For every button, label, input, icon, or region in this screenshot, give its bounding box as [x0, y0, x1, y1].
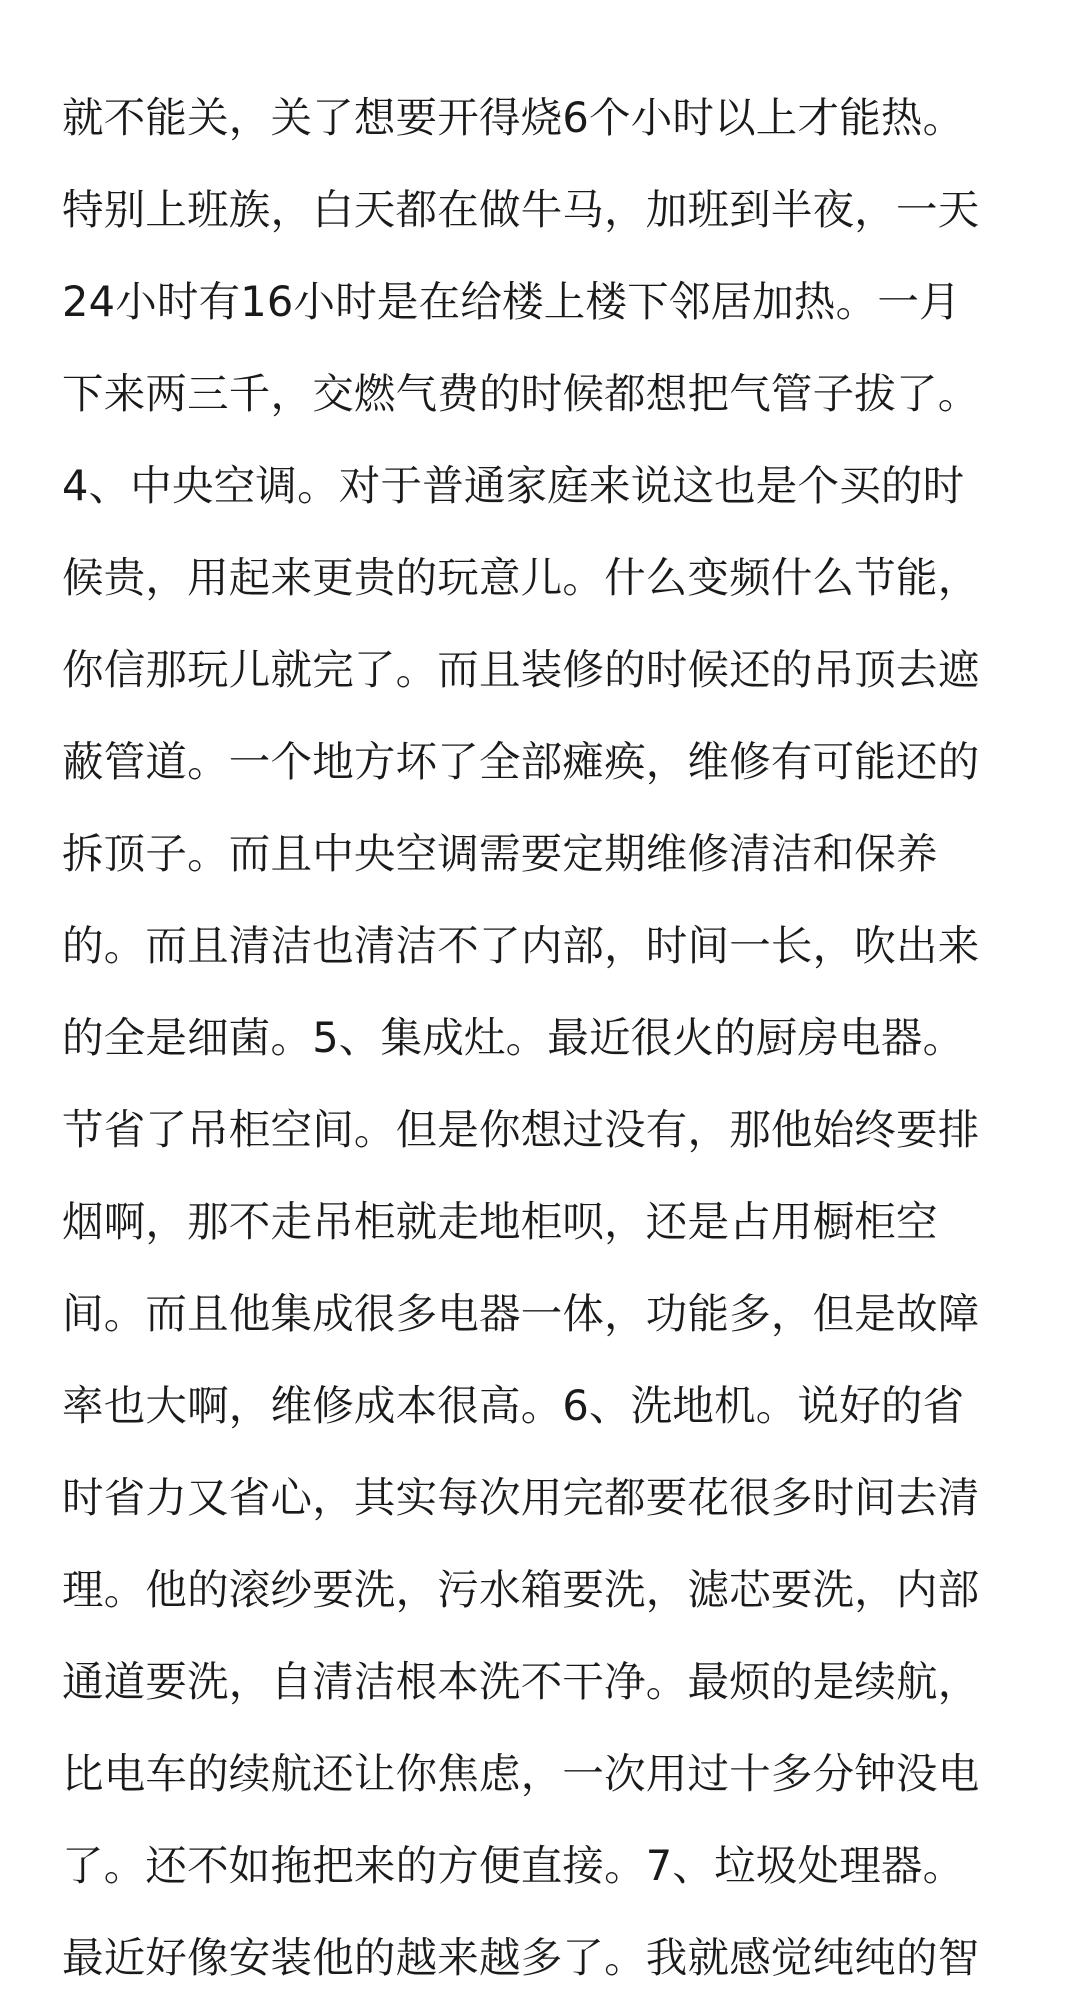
text-line: 特别上班族，白天都在做牛马，加班到半夜，一天 [62, 185, 980, 234]
text-line: 时省力又省心，其实每次用完都要花很多时间去清 [62, 1473, 980, 1522]
text-line: 间。而且他集成很多电器一体，功能多，但是故障 [62, 1289, 980, 1338]
text-line: 了。还不如拖把来的方便直接。7、垃圾处理器。 [62, 1841, 965, 1890]
text-line: 最近好像安装他的越来越多了。我就感觉纯纯的智 [62, 1933, 980, 1982]
text-line: 烟啊，那不走吊柜就走地柜呗，还是占用橱柜空 [62, 1197, 938, 1246]
text-line: 4、中央空调。对于普通家庭来说这也是个买的时 [62, 461, 965, 510]
text-line: 比电车的续航还让你焦虑，一次用过十多分钟没电 [62, 1749, 980, 1798]
text-line: 理。他的滚纱要洗，污水箱要洗，滤芯要洗，内部 [62, 1565, 980, 1614]
text-line: 节省了吊柜空间。但是你想过没有，那他始终要排 [62, 1105, 980, 1154]
text-line: 就不能关，关了想要开得烧6个小时以上才能热。 [62, 93, 965, 142]
text-line: 你信那玩儿就完了。而且装修的时候还的吊顶去遮 [62, 645, 980, 694]
text-line: 蔽管道。一个地方坏了全部瘫痪，维修有可能还的 [62, 737, 980, 786]
text-line: 通道要洗，自清洁根本洗不干净。最烦的是续航， [62, 1657, 980, 1706]
text-line: 的。而且清洁也清洁不了内部，时间一长，吹出来 [62, 921, 980, 970]
text-line: 候贵，用起来更贵的玩意儿。什么变频什么节能， [62, 553, 980, 602]
text-line: 拆顶子。而且中央空调需要定期维修清洁和保养 [62, 829, 938, 878]
article-body [62, 72, 1042, 2004]
text-line: 下来两三千，交燃气费的时候都想把气管子拔了。 [62, 369, 980, 418]
text-line: 24小时有16小时是在给楼上楼下邻居加热。一月 [62, 277, 961, 326]
text-line: 率也大啊，维修成本很高。6、洗地机。说好的省 [62, 1381, 965, 1430]
text-line: 的全是细菌。5、集成灶。最近很火的厨房电器。 [62, 1013, 965, 1062]
